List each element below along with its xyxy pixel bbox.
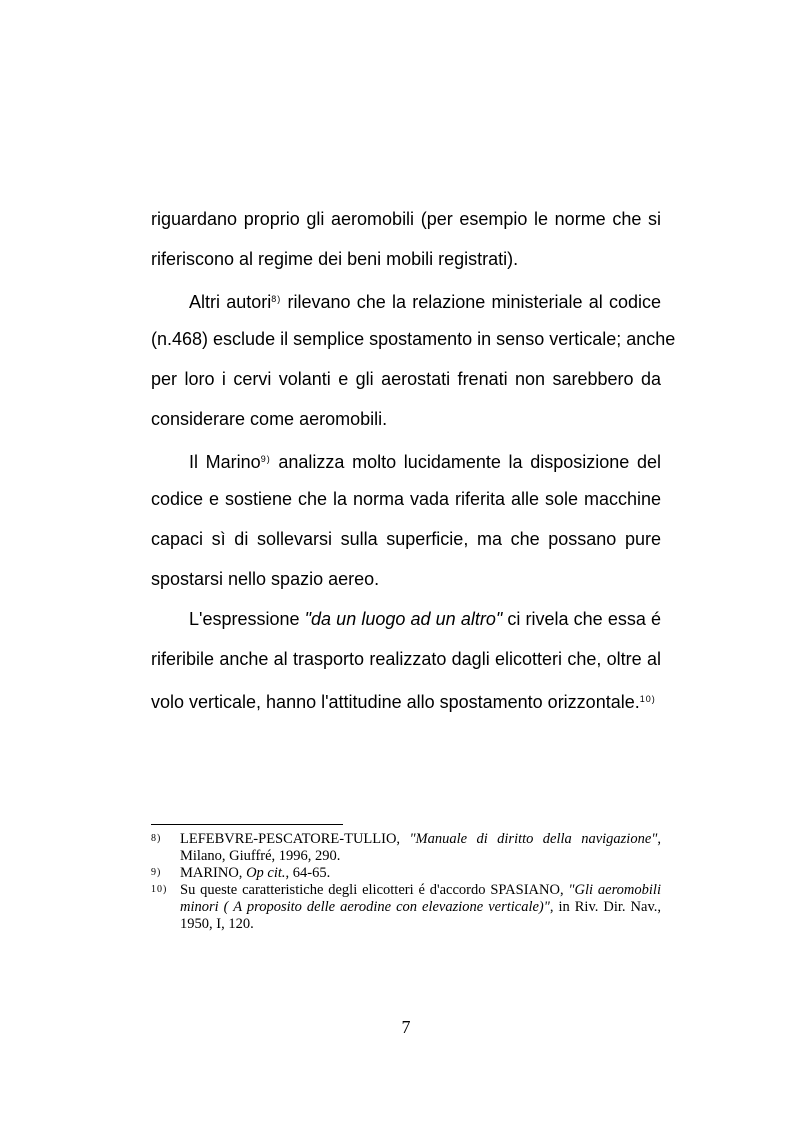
body-line-6: considerare come aeromobili. [151,409,388,429]
body-line-5: per loro i cervi volanti e gli aerostati frenati non sarebbero da [151,369,661,389]
footnote-number-9: 9) [151,867,162,878]
footnote-ref-10: 10) [639,694,656,704]
footnote-8-line-1: LEFEBVRE-PESCATORE-TULLIO, "Manuale di diritto della navigazione", [180,831,661,847]
body-line-11: L'espressione "da un luogo ad un altro" ci rivela che essa é [189,609,661,629]
footnote-separator [151,824,343,825]
body-line-10: spostarsi nello spazio aereo. [151,569,380,589]
body-line-8: codice e sostiene che la norma vada riferita alle sole macchine [151,489,661,509]
footnote-9-line-1: MARINO, Op cit., 64-65. [180,865,331,881]
footnote-number-8: 8) [151,833,162,844]
body-line-3: Altri autori$^{8)}$ rilevano che la relazione ministeriale al codice [189,292,661,312]
footnote-8-line-2: Milano, Giuffré, 1996, 290. [180,848,341,864]
footnote-10-line-3: 1950, I, 120. [180,916,254,932]
body-line-1: riguardano proprio gli aeromobili (per esempio le norme che si [151,209,661,229]
body-line-12: riferibile anche al trasporto realizzato dagli elicotteri che, oltre al [151,649,661,669]
body-line-9: capaci sì di sollevarsi sulla superficie, ma che possano pure [151,529,661,549]
page-number: 7 [401,1017,411,1037]
footnote-number-10: 10) [151,884,168,895]
footnote-10-line-1: Su queste caratteristiche degli elicotteri é d'accordo SPASIANO, "Gli aeromobili [180,882,661,898]
footnote-10-line-2: minori ( A proposito delle aerodine con elevazione verticale)", in Riv. Dir. Nav., [180,899,661,915]
quoted-expression: "da un luogo ad un altro" [304,609,503,629]
footnote-ref-8: 8) [271,294,282,304]
body-line-13: volo verticale, hanno l'attitudine allo spostamento orizzontale.$^{10)}$ [151,692,656,712]
body-line-4: (n.468) esclude il semplice spostamento in senso verticale; anche [151,329,676,349]
body-line-2: riferiscono al regime dei beni mobili registrati). [151,249,519,269]
body-line-7: Il Marino$^{9)}$ analizza molto lucidamente la disposizione del [189,452,661,472]
footnote-ref-9: 9) [260,454,271,464]
